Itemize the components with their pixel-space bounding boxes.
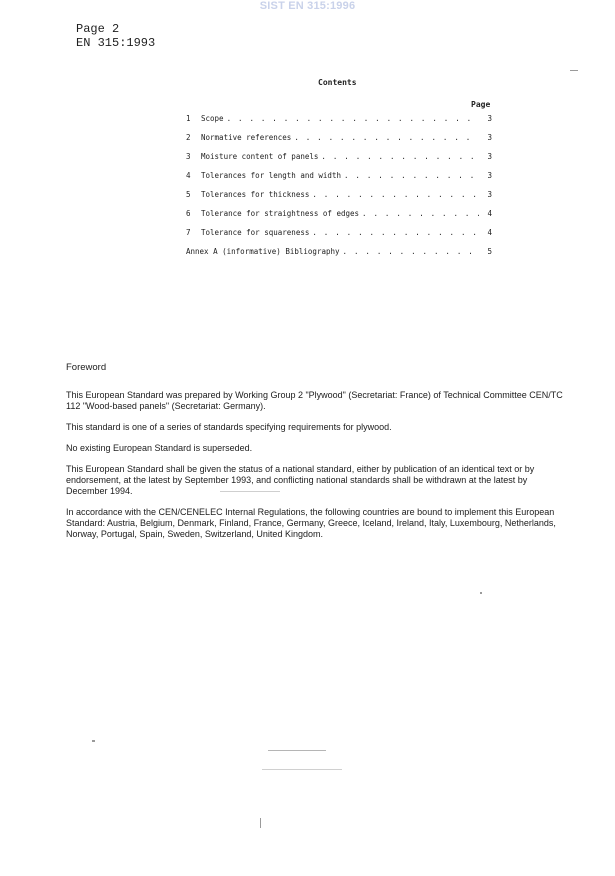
table-of-contents <box>186 114 492 266</box>
toc-page: 4 <box>487 209 492 218</box>
scan-speck <box>570 70 578 71</box>
toc-number: 1 <box>186 114 191 123</box>
toc-title: Tolerances for length and width <box>201 171 341 180</box>
toc-entry-annex[interactable] <box>186 247 492 266</box>
toc-number: 2 <box>186 133 191 142</box>
toc-title: Moisture content of panels <box>201 152 319 161</box>
foreword-paragraph: This European Standard shall be given the status of a national standard, either by publication of an identical text or by endorsement, at the latest by September 1993, and conflicting national standards shall be withdrawn at the latest by December 1994. <box>66 464 535 496</box>
toc-page: 3 <box>487 171 492 180</box>
toc-entry[interactable] <box>186 190 492 209</box>
toc-entry[interactable] <box>186 152 492 171</box>
page-header <box>76 22 155 50</box>
toc-leader <box>312 190 479 199</box>
toc-page: 4 <box>487 228 492 237</box>
toc-leader <box>321 152 479 161</box>
toc-title: Tolerance for squareness <box>201 228 310 237</box>
toc-title: Tolerances for thickness <box>201 190 310 199</box>
scan-mark <box>220 491 280 492</box>
toc-page: 3 <box>487 190 492 199</box>
scan-speck <box>92 740 95 742</box>
toc-number: 5 <box>186 190 191 199</box>
scan-speck <box>480 592 482 594</box>
foreword-paragraph: This standard is one of a series of standards specifying requirements for plywood. <box>66 422 392 432</box>
toc-title: Tolerance for straightness of edges <box>201 209 360 218</box>
toc-entry[interactable] <box>186 209 492 228</box>
watermark: SIST EN 315:1996 <box>259 0 356 12</box>
toc-page: 3 <box>487 152 492 161</box>
toc-entry[interactable] <box>186 114 492 133</box>
scan-mark <box>268 750 326 751</box>
toc-leader <box>294 133 479 142</box>
standard-id: EN 315:1993 <box>76 36 156 50</box>
page-column-label: Page <box>471 100 491 109</box>
toc-title: Scope <box>201 114 224 123</box>
scan-mark <box>262 769 342 770</box>
foreword-paragraph: In accordance with the CEN/CENELEC Internal Regulations, the following countries are bound to implement this European Standard: Austria, Belgium, Denmark, Finland, France, Germany, Greece, Iceland, Ireland, Italy, Luxembourg, Netherlands, Norway, Portugal, Spain, Sweden, Switzerland, United Kingdom. <box>66 507 556 539</box>
contents-title: Contents <box>318 78 357 87</box>
toc-leader <box>312 228 479 237</box>
toc-number: 6 <box>186 209 191 218</box>
toc-leader <box>362 209 479 218</box>
toc-number: 4 <box>186 171 191 180</box>
toc-title: Annex A (informative) Bibliography <box>186 247 340 256</box>
toc-leader <box>227 114 479 123</box>
toc-entry[interactable] <box>186 228 492 247</box>
foreword-heading: Foreword <box>66 362 107 373</box>
toc-leader <box>343 247 479 256</box>
foreword-paragraph: This European Standard was prepared by Working Group 2 "Plywood" (Secretariat: France) of Technical Committee CEN/TC 112 "Wood-based panels" (Secretariat: Germany). <box>66 390 563 411</box>
page-number: Page 2 <box>76 22 120 36</box>
foreword-section <box>66 362 566 550</box>
toc-number: 7 <box>186 228 191 237</box>
toc-title: Normative references <box>201 133 292 142</box>
toc-entry[interactable] <box>186 133 492 152</box>
toc-page: 3 <box>487 114 492 123</box>
toc-number: 3 <box>186 152 191 161</box>
scan-speck <box>260 818 261 828</box>
toc-page: 5 <box>487 247 492 256</box>
foreword-paragraph: No existing European Standard is superseded. <box>66 443 253 453</box>
toc-entry[interactable] <box>186 171 492 190</box>
toc-leader <box>344 171 479 180</box>
toc-page: 3 <box>487 133 492 142</box>
